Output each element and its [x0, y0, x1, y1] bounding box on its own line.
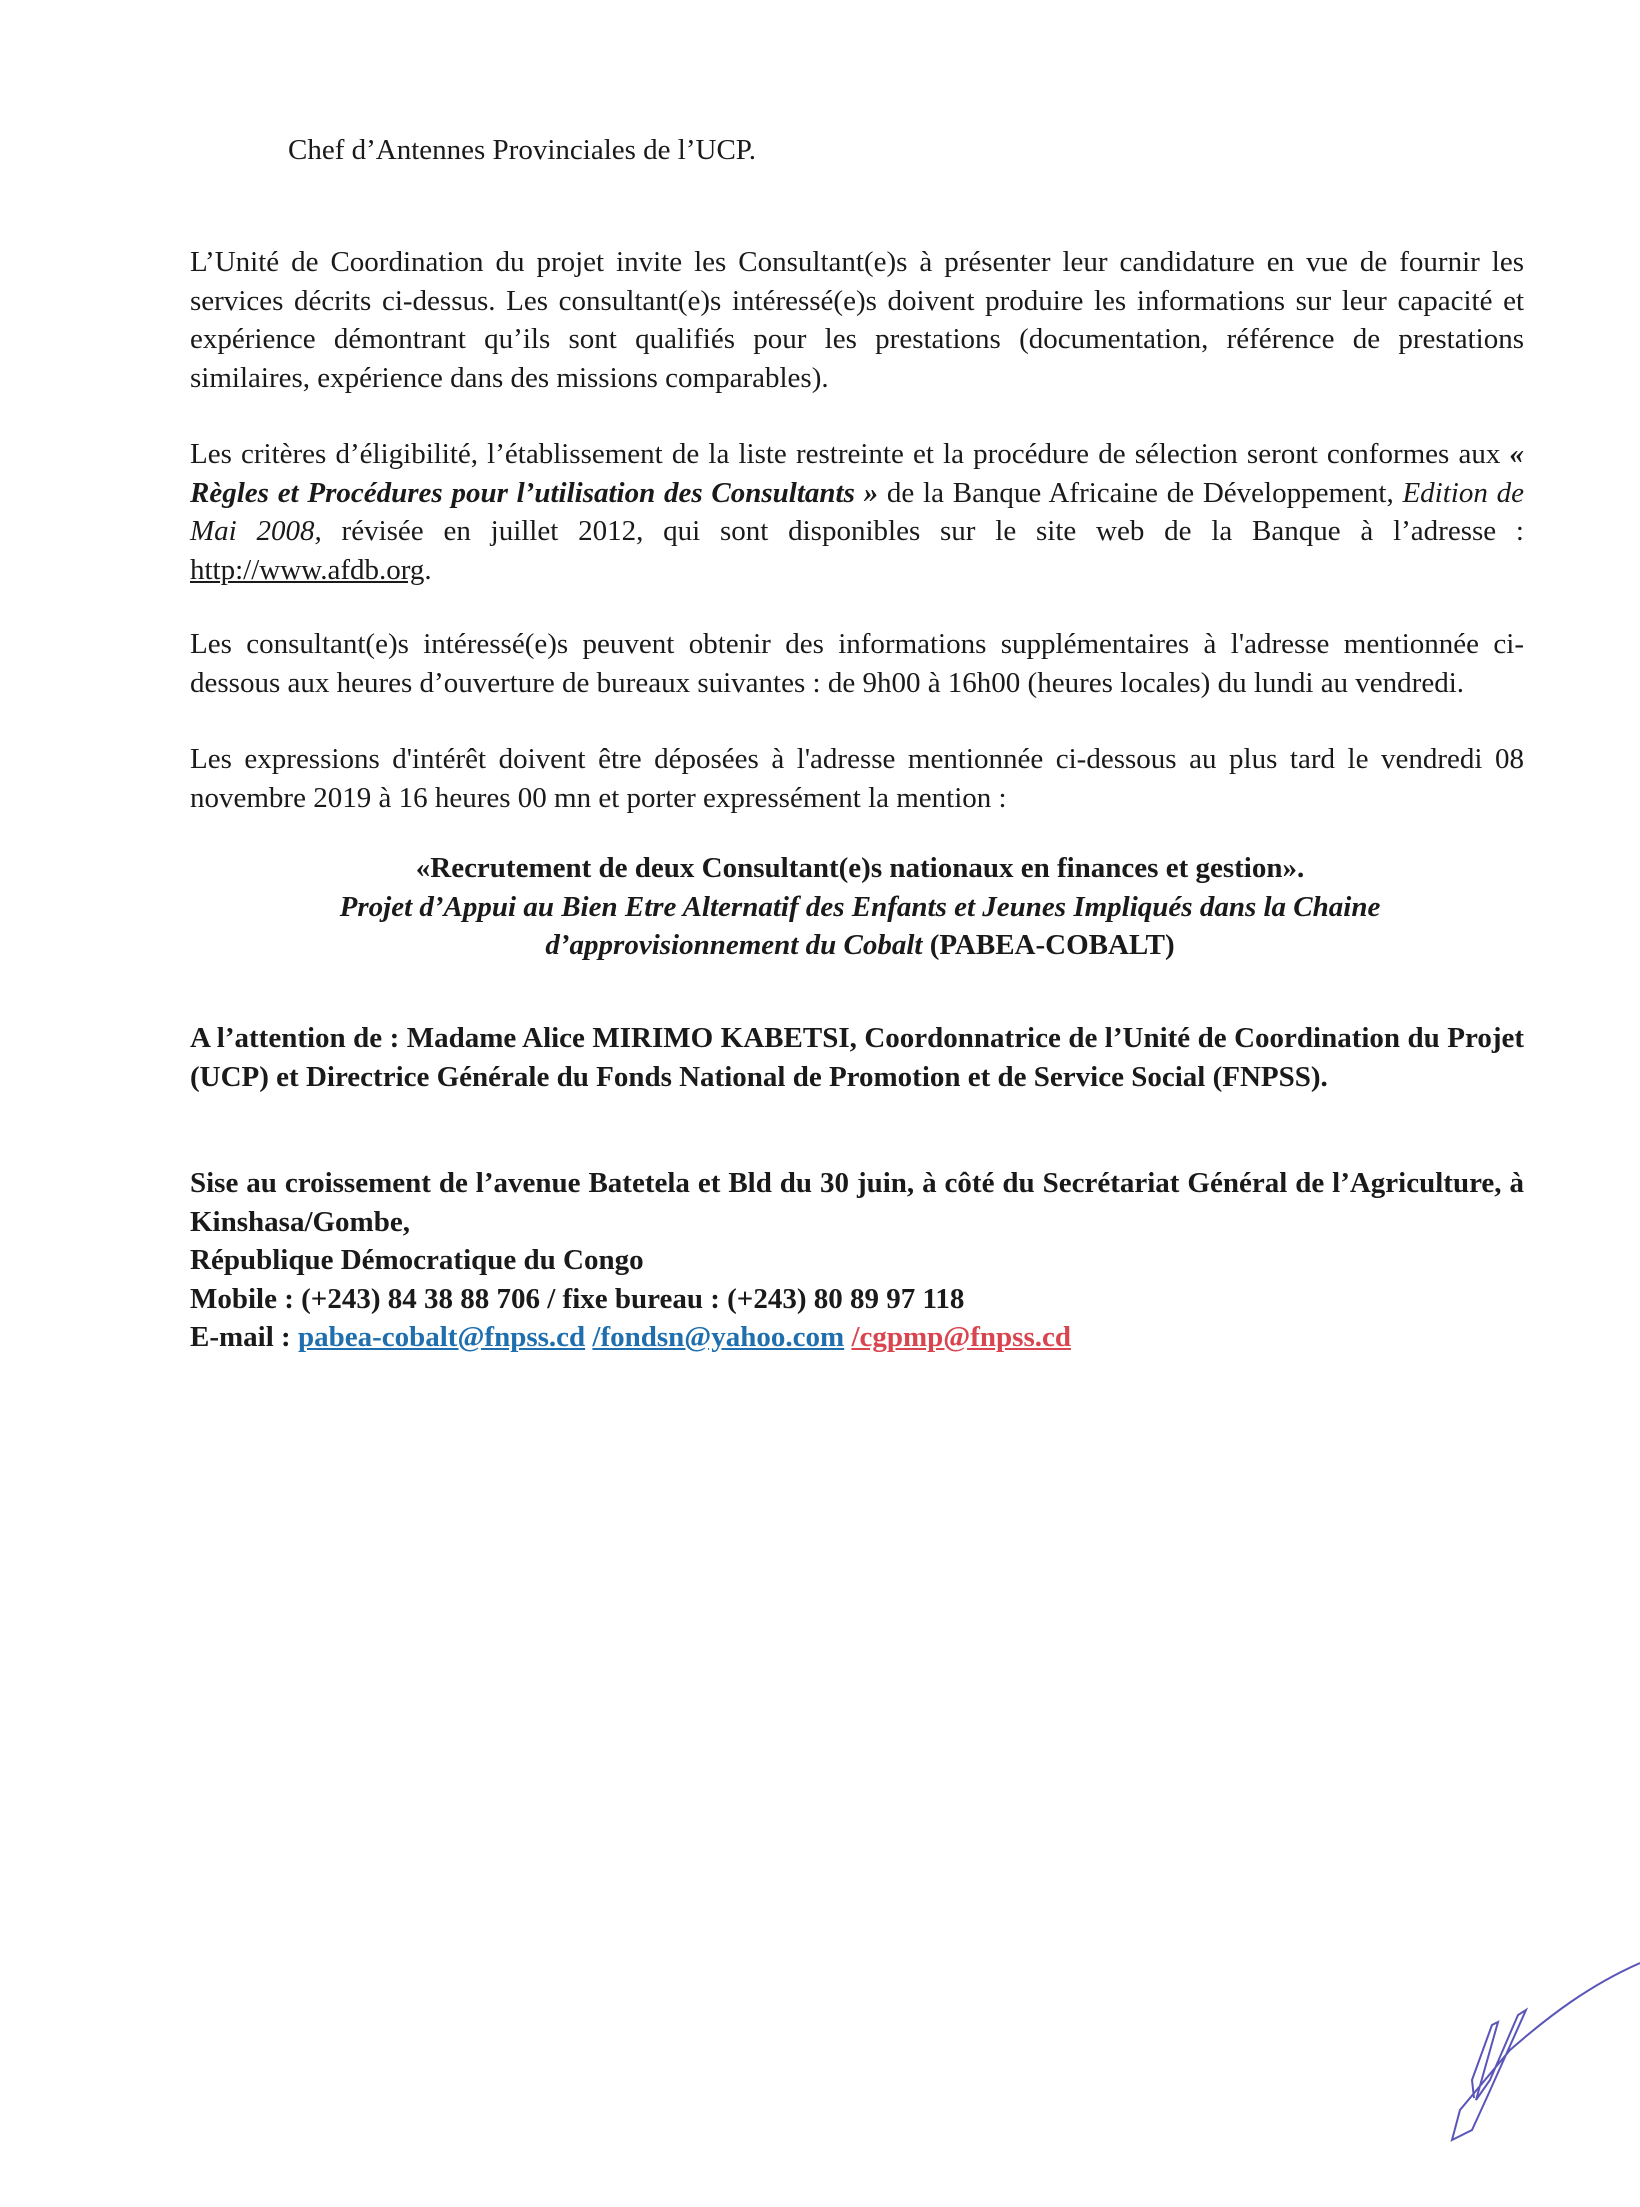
text: révisée en juillet 2012, qui sont disponibles sur le site web de la Banque à l’adresse :	[321, 515, 1524, 547]
text: Les critères d’éligibilité, l’établissement de la liste restreinte et la procédure de sélection seront conformes aux	[190, 438, 1510, 470]
email-link-pabea[interactable]: pabea-cobalt@fnpss.cd	[297, 1321, 586, 1353]
attention-block: A l’attention de : Madame Alice MIRIMO KABETSI, Coordonnatrice de l’Unité de Coordination du Projet (UCP) et Directrice Générale du Fonds National de Promotion et de Service Social (FNPSS).	[190, 1022, 1524, 1093]
email-link-fondsn[interactable]: /fondsn@yahoo.com	[592, 1321, 845, 1353]
paragraph-information: Les consultant(e)s intéressé(e)s peuvent obtenir des informations supplémentaires à l'adresse mentionnée ci-dessous aux heures d’ouverture de bureaux suivantes : de 9h00 à 16h00 (heures locales) du lundi au vendredi.	[190, 628, 1524, 699]
paragraph-eligibility	[190, 435, 1524, 589]
header-line: Chef d’Antennes Provinciales de l’UCP.	[288, 134, 756, 166]
afdb-link[interactable]: http://www.afdb.org	[190, 553, 425, 586]
text: de la Banque Africaine de Développement,	[878, 476, 1403, 509]
project-name: Projet d’Appui au Bien Etre Alternatif des Enfants et Jeunes Impliqués dans la Chaine d’approvisionnement du Cobalt	[339, 890, 1381, 961]
edition: Edition de Mai 2008,	[190, 476, 1524, 547]
email-line	[190, 1318, 1524, 1357]
email-label: E-mail :	[190, 1321, 298, 1353]
paragraph-deadline: Les expressions d'intérêt doivent être déposées à l'adresse mentionnée ci-dessous au plus tard le vendredi 08 novembre 2019 à 16 heures 00 mn et porter expressément la mention :	[190, 743, 1524, 814]
address-block	[190, 1164, 1524, 1357]
mention-block	[250, 849, 1470, 965]
project-acronym: (PABEA-COBALT)	[922, 929, 1175, 961]
email-link-cgpmp[interactable]: /cgpmp@fnpss.cd	[851, 1321, 1071, 1353]
rules-title: « Règles et Procédures pour l’utilisation des Consultants »	[190, 438, 1524, 509]
address-line: Sise au croissement de l’avenue Batetela et Bld du 30 juin, à côté du Secrétariat Général de l’Agriculture, à Kinshasa/Gombe,	[190, 1167, 1524, 1238]
mention-title: «Recrutement de deux Consultant(e)s nationaux en finances et gestion».	[415, 852, 1305, 884]
text: .	[424, 553, 432, 586]
phones: Mobile : (+243) 84 38 88 706 / fixe bureau : (+243) 80 89 97 118	[190, 1282, 965, 1315]
signature-icon	[1400, 1930, 1640, 2170]
country: République Démocratique du Congo	[190, 1244, 644, 1276]
paragraph-invitation: L’Unité de Coordination du projet invite les Consultant(e)s à présenter leur candidature en vue de fournir les services décrits ci-dessus. Les consultant(e)s intéressé(e)s doivent produire les informations sur leur capacité et expérience démontrant qu’ils sont qualifiés pour les prestations (documentation, référence de prestations similaires, expérience dans des missions comparables).	[190, 246, 1524, 394]
